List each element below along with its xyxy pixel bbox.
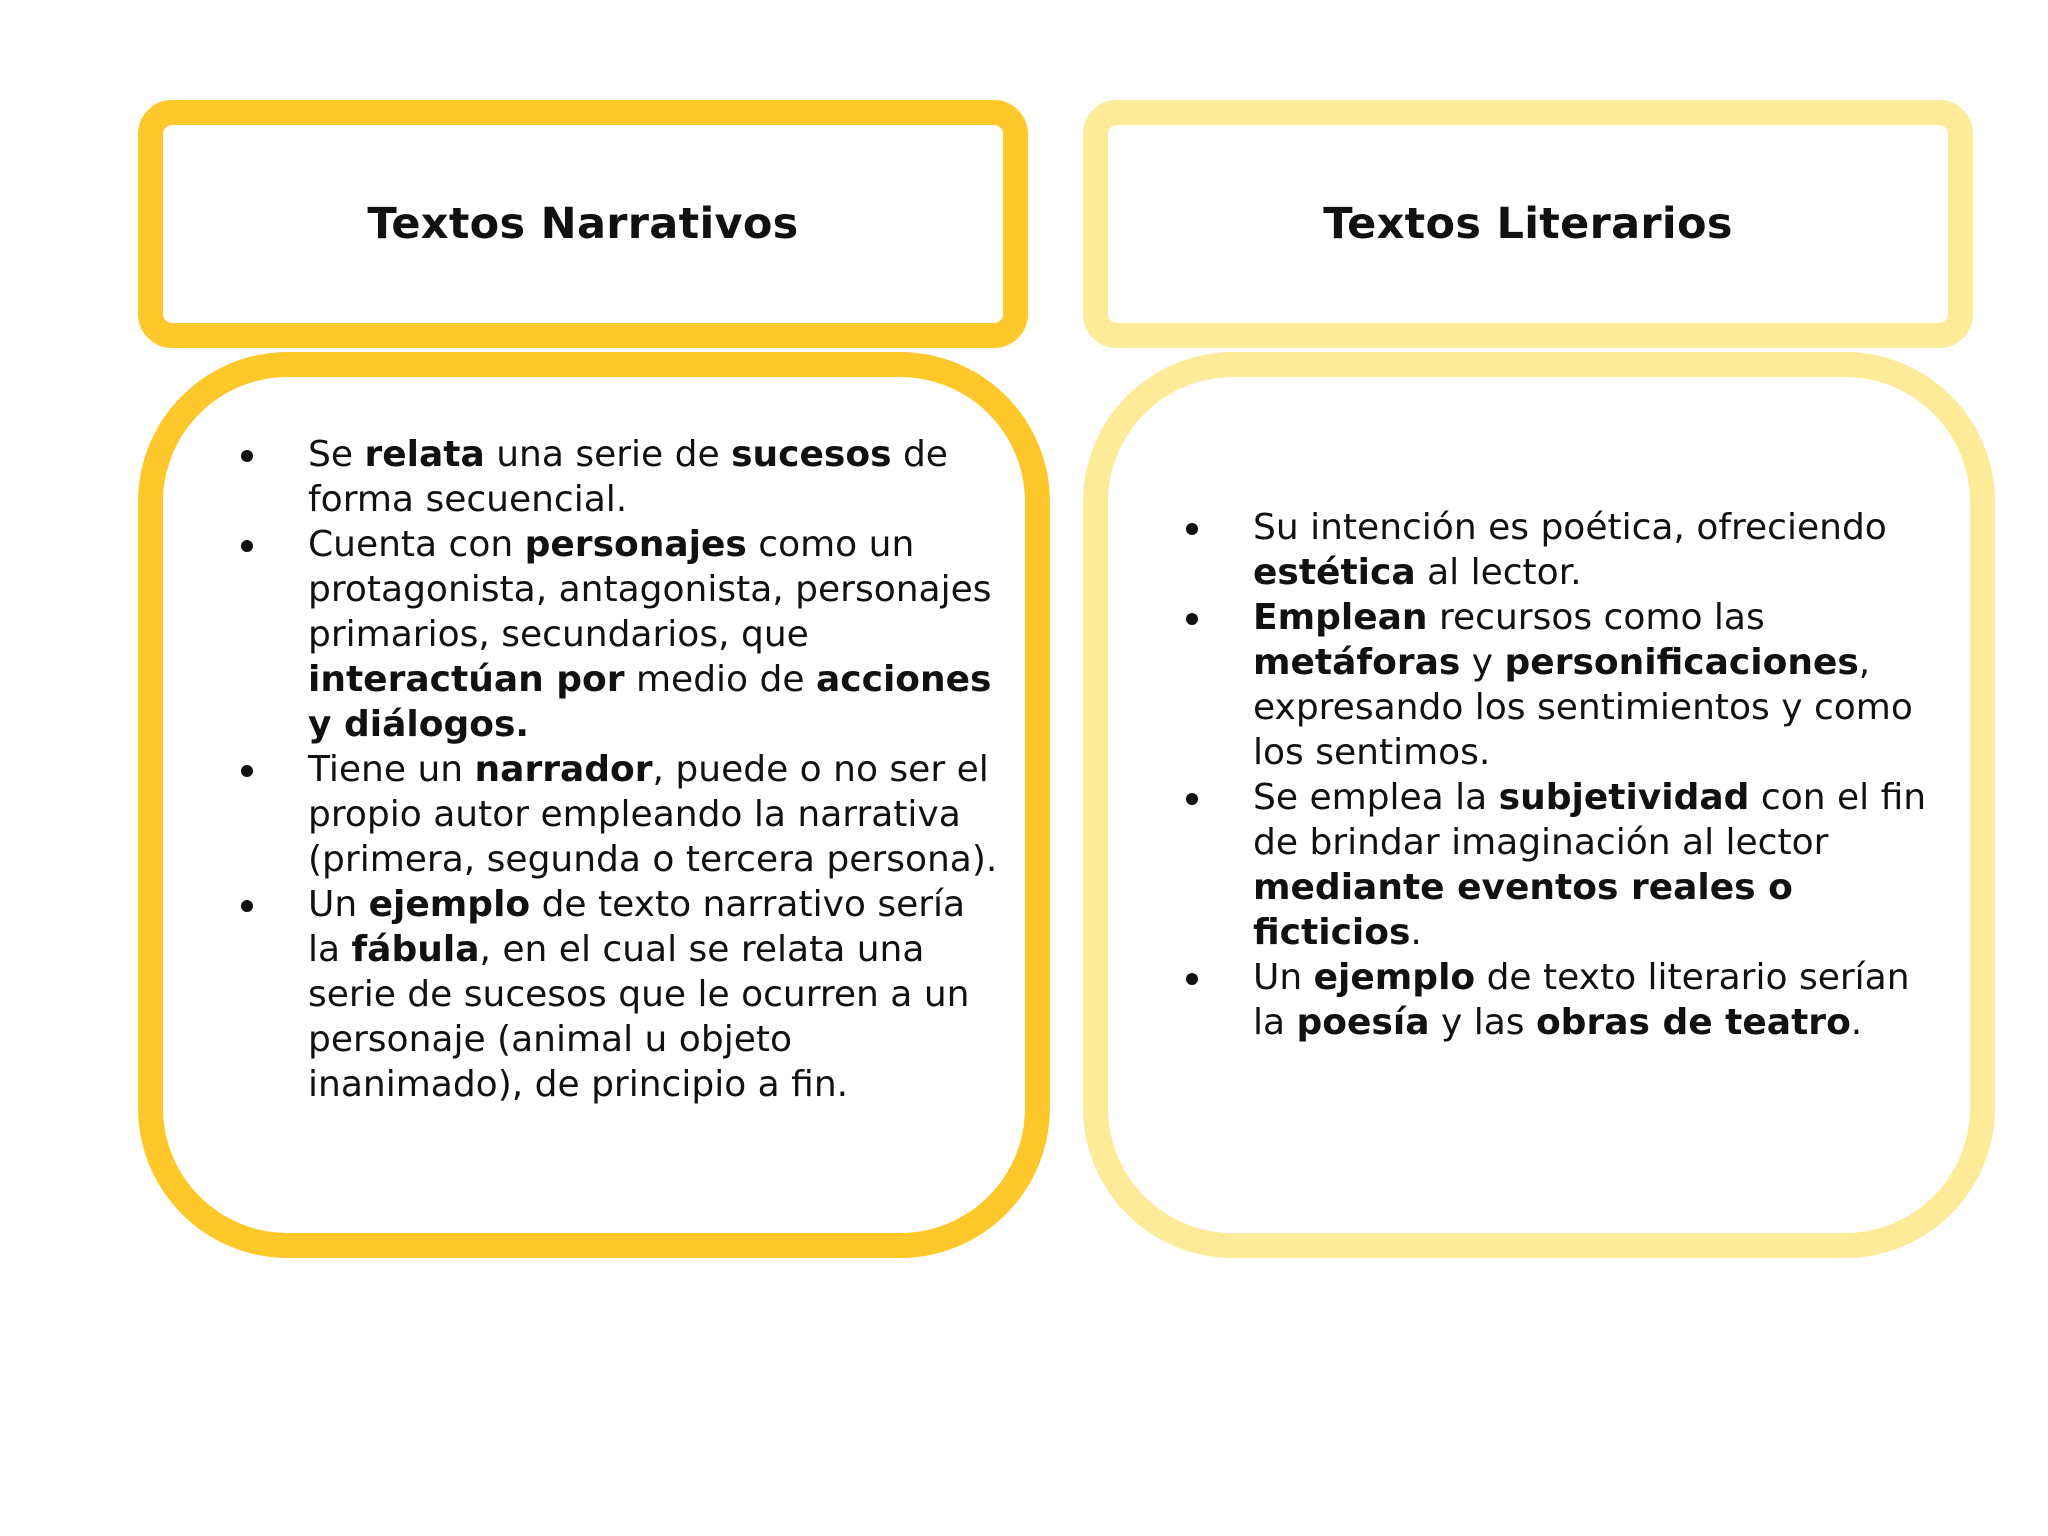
bold-text: subjetividad xyxy=(1498,777,1750,818)
text: . xyxy=(1410,912,1422,953)
list-item xyxy=(1253,955,1943,1045)
text: recursos como las xyxy=(1427,597,1765,638)
list-item xyxy=(1253,505,1943,595)
bold-text: interactúan por xyxy=(308,659,625,700)
bullet-icon xyxy=(241,900,253,912)
bullet-icon xyxy=(1186,613,1198,625)
text: Se emplea la xyxy=(1253,777,1499,818)
text: . xyxy=(1850,1002,1863,1043)
text: al lector. xyxy=(1415,552,1582,593)
bullet-icon xyxy=(241,765,253,777)
bold-text: narrador xyxy=(474,749,653,790)
list-item xyxy=(1253,595,1943,775)
bullet-icon xyxy=(241,450,253,462)
list-item xyxy=(308,747,998,882)
bold-text: acciones y diálogos. xyxy=(308,659,992,745)
bold-text: poesía xyxy=(1296,1002,1430,1043)
narrativos-title: Textos Narrativos xyxy=(367,199,799,249)
literarios-title: Textos Literarios xyxy=(1323,199,1733,249)
text: Un xyxy=(1253,957,1314,998)
narrativos-list xyxy=(308,432,998,1107)
text: Tiene un xyxy=(308,749,475,790)
bold-text: personajes xyxy=(524,524,747,565)
bold-text: fábula xyxy=(351,929,480,970)
text: Su intención es poética, ofreciendo xyxy=(1253,507,1887,548)
bold-text: obras de teatro xyxy=(1535,1002,1851,1043)
bullet-icon xyxy=(1186,793,1198,805)
text: de forma secuencial. xyxy=(308,434,948,520)
bold-text: relata xyxy=(364,434,485,475)
text: medio de xyxy=(624,659,816,700)
text: , expresando los sentimientos y como los sentimos. xyxy=(1253,642,1913,773)
literarios-list xyxy=(1253,505,1943,1045)
bullet-icon xyxy=(1186,523,1198,535)
text: como un protagonista, antagonista, personajes primarios, secundarios, que xyxy=(308,524,992,655)
literarios-header-box xyxy=(1083,100,1973,348)
bold-text: ejemplo xyxy=(1313,957,1476,998)
text: con el fin de brindar imaginación al lector xyxy=(1253,777,1927,863)
bold-text: personificaciones xyxy=(1504,642,1859,683)
bold-text: sucesos xyxy=(731,434,892,475)
list-item xyxy=(308,522,998,747)
list-item xyxy=(1253,775,1943,955)
narrativos-header-box xyxy=(138,100,1028,348)
text: , en el cual se relata una serie de sucesos que le ocurren a un personaje (animal u objeto inanimado), de principio a fin. xyxy=(308,929,970,1105)
text: , puede o no ser el propio autor empleando la narrativa (primera, segunda o tercera persona). xyxy=(308,749,998,880)
bullet-icon xyxy=(1186,973,1198,985)
text: Cuenta con xyxy=(308,524,525,565)
text: Se xyxy=(308,434,365,475)
text: y xyxy=(1460,642,1505,683)
bold-text: mediante eventos reales o ficticios xyxy=(1253,867,1793,953)
text: una serie de xyxy=(484,434,732,475)
list-item xyxy=(308,882,998,1107)
text: y las xyxy=(1429,1002,1536,1043)
bold-text: ejemplo xyxy=(368,884,531,925)
text: Un xyxy=(308,884,369,925)
bold-text: estética xyxy=(1253,552,1416,593)
list-item xyxy=(308,432,998,522)
text: de texto narrativo sería la xyxy=(308,884,966,970)
bold-text: metáforas xyxy=(1253,642,1461,683)
bold-text: Emplean xyxy=(1253,597,1428,638)
text: de texto literario serían la xyxy=(1253,957,1910,1043)
bullet-icon xyxy=(241,540,253,552)
